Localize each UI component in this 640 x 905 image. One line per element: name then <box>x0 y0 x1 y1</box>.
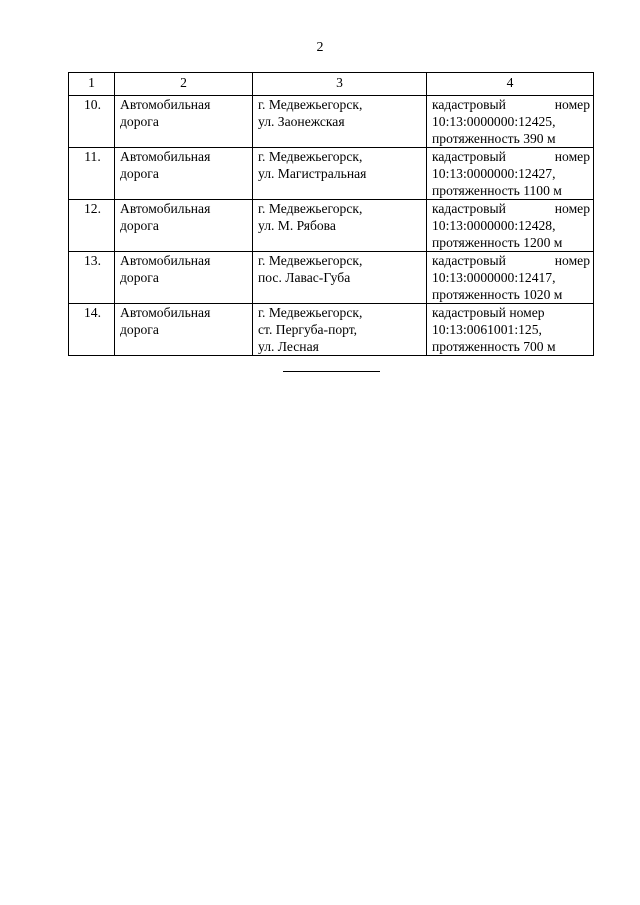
table-row <box>69 304 594 356</box>
characteristic-text: номер <box>554 149 590 164</box>
column-header: 2 <box>115 73 253 96</box>
characteristic-text: кадастровый <box>432 253 506 268</box>
object-name <box>115 200 253 252</box>
road-length: протяженность 1020 м <box>432 287 563 302</box>
location-line: г. Медвежьегорск, <box>258 305 363 320</box>
location-line: ул. Лесная <box>258 339 319 354</box>
road-registry-table <box>68 72 594 356</box>
object-name <box>115 96 253 148</box>
characteristic-text: кадастровый <box>432 149 506 164</box>
object-name <box>115 148 253 200</box>
row-number: 11. <box>69 148 115 200</box>
cadastral-number: 10:13:0000000:12427, <box>432 166 556 181</box>
road-length: протяженность 700 м <box>432 339 556 354</box>
row-number: 10. <box>69 96 115 148</box>
table-row <box>69 96 594 148</box>
location-line: ул. Заонежская <box>258 114 345 129</box>
object-characteristics <box>427 200 594 252</box>
object-location <box>253 304 427 356</box>
object-name-line: Автомобильная <box>120 201 211 216</box>
object-name-line: дорога <box>120 270 159 285</box>
cadastral-number: 10:13:0061001:125, <box>432 322 542 337</box>
road-length: протяженность 1100 м <box>432 183 562 198</box>
cadastral-number: 10:13:0000000:12417, <box>432 270 556 285</box>
object-location <box>253 96 427 148</box>
row-number: 12. <box>69 200 115 252</box>
location-line: г. Медвежьегорск, <box>258 97 363 112</box>
cadastral-number: 10:13:0000000:12425, <box>432 114 556 129</box>
object-location <box>253 200 427 252</box>
object-name-line: Автомобильная <box>120 97 211 112</box>
column-header: 1 <box>69 73 115 96</box>
page-number: 2 <box>316 40 324 55</box>
object-location <box>253 252 427 304</box>
object-name-line: дорога <box>120 322 159 337</box>
location-line: г. Медвежьегорск, <box>258 201 363 216</box>
object-name <box>115 304 253 356</box>
object-characteristics <box>427 96 594 148</box>
row-number: 13. <box>69 252 115 304</box>
table-row <box>69 252 594 304</box>
table-row <box>69 200 594 252</box>
object-name-line: дорога <box>120 166 159 181</box>
characteristic-text: кадастровый номер <box>432 305 545 320</box>
road-length: протяженность 1200 м <box>432 235 563 250</box>
object-name-line: дорога <box>120 218 159 233</box>
location-line: г. Медвежьегорск, <box>258 149 363 164</box>
location-line: ул. Магистральная <box>258 166 367 181</box>
location-line: ст. Пергуба-порт, <box>258 322 358 337</box>
cadastral-number: 10:13:0000000:12428, <box>432 218 556 233</box>
characteristic-text: номер <box>554 97 590 112</box>
object-characteristics <box>427 148 594 200</box>
location-line: пос. Лавас-Губа <box>258 270 351 285</box>
object-name-line: дорога <box>120 114 159 129</box>
object-name <box>115 252 253 304</box>
object-location <box>253 148 427 200</box>
object-name-line: Автомобильная <box>120 149 211 164</box>
road-length: протяженность 390 м <box>432 131 556 146</box>
object-characteristics <box>427 252 594 304</box>
row-number: 14. <box>69 304 115 356</box>
characteristic-text: номер <box>554 201 590 216</box>
object-name-line: Автомобильная <box>120 253 211 268</box>
object-name-line: Автомобильная <box>120 305 211 320</box>
characteristic-text: номер <box>554 253 590 268</box>
location-line: г. Медвежьегорск, <box>258 253 363 268</box>
object-characteristics <box>427 304 594 356</box>
table-row <box>69 148 594 200</box>
characteristic-text: кадастровый <box>432 97 506 112</box>
column-header: 3 <box>253 73 427 96</box>
characteristic-text: кадастровый <box>432 201 506 216</box>
column-header: 4 <box>427 73 594 96</box>
end-of-document-rule <box>283 371 380 372</box>
location-line: ул. М. Рябова <box>258 218 336 233</box>
table-header-row <box>69 73 594 96</box>
